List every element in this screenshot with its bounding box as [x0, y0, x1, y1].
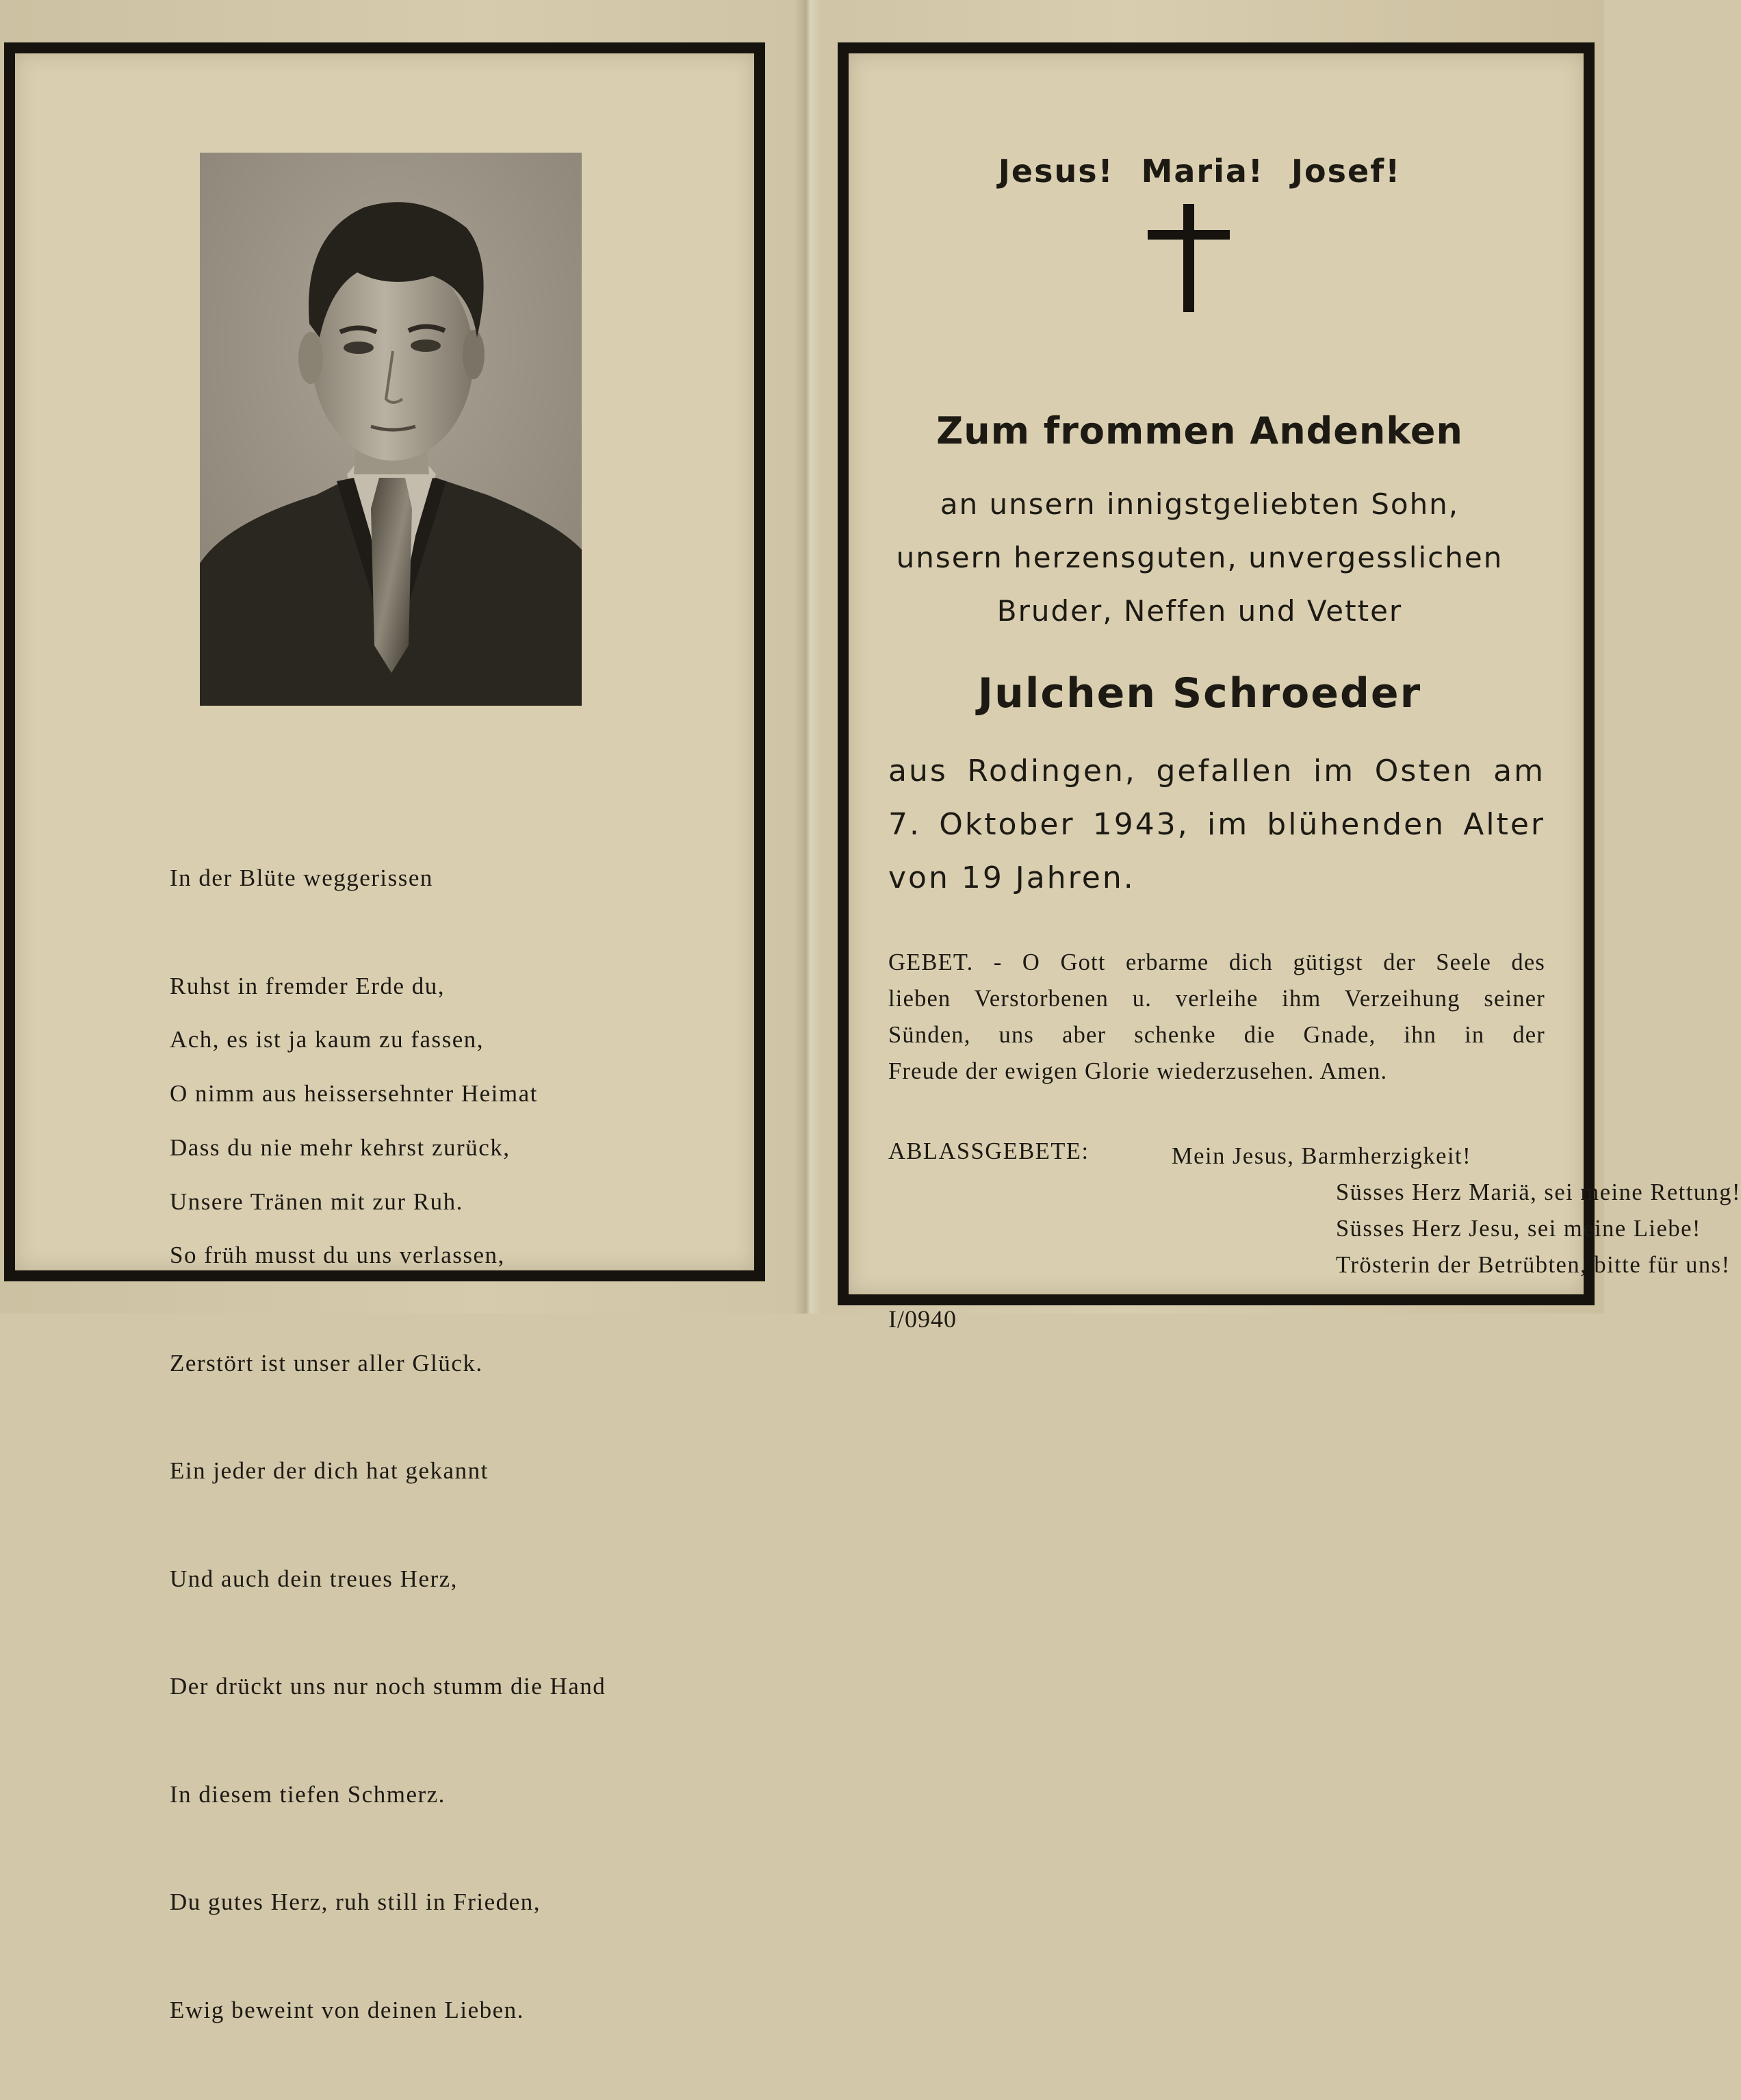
prayer-line: GEBET. - O Gott erbarme dich gütigst der Seele des — [888, 949, 1545, 975]
poem-line: Und auch dein treues Herz, — [170, 1565, 458, 1592]
indulgence-label: ABLASSGEBETE: — [888, 1138, 1089, 1164]
right-card-page — [838, 42, 1741, 1333]
poem-line: Du gutes Herz, ruh still in Frieden, — [170, 1888, 541, 1915]
poem-line: In diesem tiefen Schmerz. — [170, 1780, 446, 1808]
print-code: I/0940 — [888, 1305, 957, 1333]
poem-line: Ewig beweint von deinen Lieben. — [170, 1996, 524, 2023]
poem-line: Ruhst in fremder Erde du, — [170, 972, 445, 999]
dedication-text — [832, 478, 1567, 638]
card-fold — [794, 0, 821, 1314]
dedication-line: Bruder, Neffen und Vetter — [996, 594, 1403, 628]
poem-line: So früh musst du uns verlassen, — [170, 1242, 505, 1268]
indulgence-line: Süsses Herz Jesu, sei meine Liebe! — [1336, 1216, 1701, 1242]
dedication-line: an unsern innigstgeliebten Sohn, — [940, 487, 1460, 521]
deceased-name: Julchen Schroeder — [977, 669, 1422, 717]
prayer-line: Sünden, uns aber schenke die Gnade, ihn in der — [888, 1022, 1545, 1048]
poem-line: In der Blüte weggerissen — [170, 865, 433, 891]
poem-line: Unsere Tränen mit zur Ruh. — [170, 1188, 463, 1215]
dedication-line: unsern herzensguten, unvergesslichen — [896, 541, 1504, 574]
poem-line: Der drückt uns nur noch stumm die Hand — [170, 1673, 606, 1700]
death-notice — [888, 745, 1545, 905]
memorial-heading: Zum frommen Andenken — [936, 409, 1463, 452]
death-notice-line: aus Rodingen, gefallen im Osten am — [888, 754, 1545, 789]
poem-line: Dass du nie mehr kehrst zurück, — [170, 1134, 511, 1161]
death-notice-line: von 19 Jahren. — [888, 860, 1135, 895]
indulgence-line: Süsses Herz Mariä, sei meine Rettung! — [1336, 1179, 1741, 1205]
prayer-line: Freude der ewigen Glorie wiederzusehen. Amen. — [888, 1058, 1388, 1084]
portrait-image — [200, 153, 582, 706]
prayer-text — [888, 945, 1545, 1090]
poem-stanza-2 — [170, 950, 606, 2100]
poem-line: Ein jeder der dich hat gekannt — [170, 1457, 489, 1484]
death-notice-line: 7. Oktober 1943, im blühenden Alter — [888, 807, 1545, 842]
invocation-heading: Jesus! Maria! Josef! — [998, 153, 1402, 190]
left-card-page — [4, 42, 765, 2023]
indulgence-line: Trösterin der Betrübten, bitte für uns! — [1336, 1252, 1731, 1278]
prayer-line: lieben Verstorbenen u. verleihe ihm Verzeihung seiner — [888, 986, 1545, 1012]
portrait-photo — [200, 153, 582, 706]
poem-line: Zerstört ist unser aller Glück. — [170, 1349, 483, 1376]
poem-line: Ach, es ist ja kaum zu fassen, — [170, 1026, 485, 1053]
indulgence-line: Mein Jesus, Barmherzigkeit! — [1172, 1143, 1472, 1169]
cross-icon — [1148, 204, 1230, 312]
poem-line: O nimm aus heissersehnter Heimat — [170, 1080, 538, 1107]
